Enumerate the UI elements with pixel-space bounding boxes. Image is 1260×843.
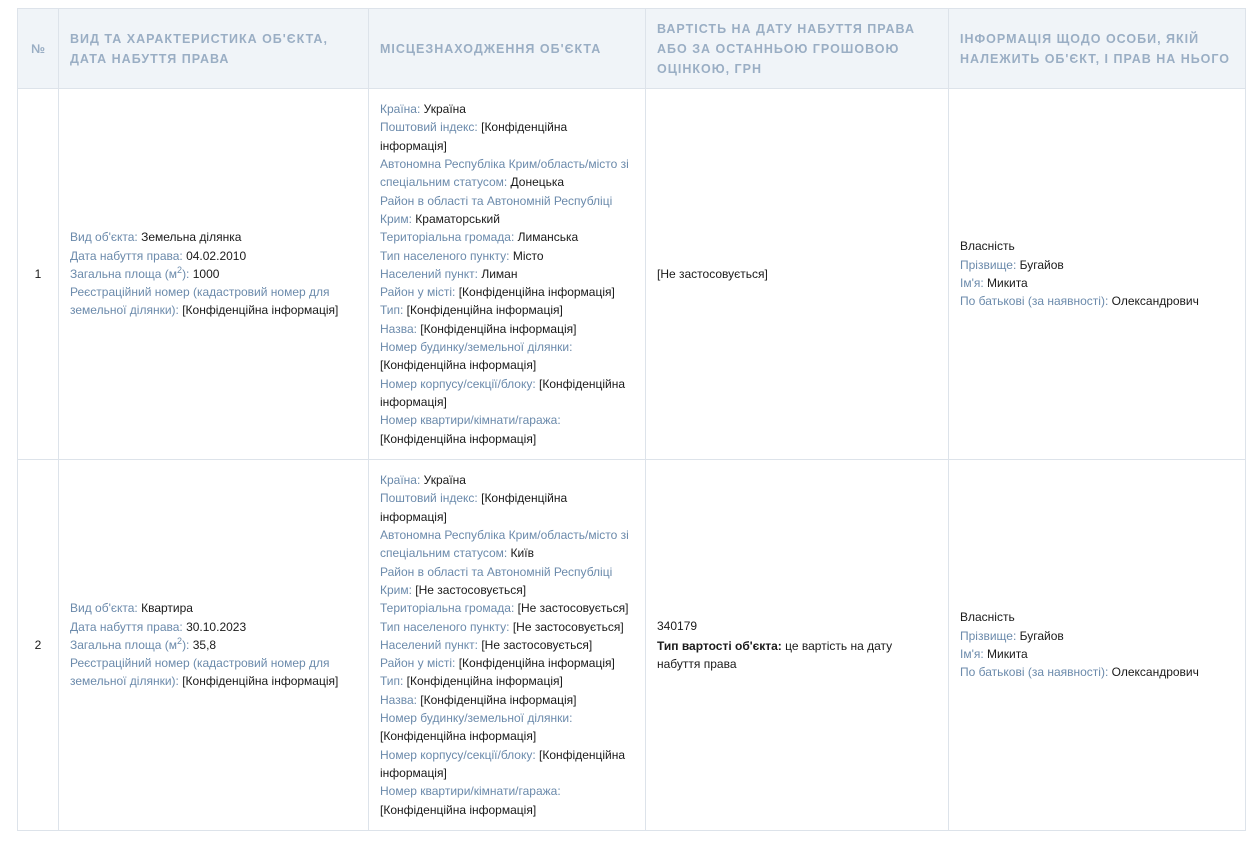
house-label: Номер будинку/земельної ділянки: <box>380 711 573 726</box>
patronymic-value: Олександрович <box>1111 294 1199 309</box>
street-name-label: Назва: <box>380 692 421 707</box>
registration-number-value: [Конфіденційна інформація] <box>182 674 339 689</box>
patronymic-value: Олександрович <box>1111 665 1199 680</box>
object-type-value: Квартира <box>141 601 193 616</box>
postal-label: Поштовий індекс: <box>380 120 482 135</box>
patronymic-label: По батькові (за наявності): <box>960 665 1112 680</box>
postal-label: Поштовий індекс: <box>380 491 482 506</box>
right-type: Власність <box>960 610 1015 625</box>
location-cell <box>369 89 646 460</box>
house-value: [Конфіденційна інформація] <box>380 358 537 373</box>
registration-number-value: [Конфіденційна інформація] <box>182 303 339 318</box>
building-value: [Конфіденційна інформація] <box>380 376 626 409</box>
object-type-label: Вид об'єкта: <box>70 230 142 245</box>
street-type-value: [Конфіденційна інформація] <box>406 674 563 689</box>
settlement-value: Лиман <box>481 266 518 281</box>
object-type-label: Вид об'єкта: <box>70 601 142 616</box>
table-row <box>18 460 1246 831</box>
community-label: Територіальна громада: <box>380 230 518 245</box>
city-district-value: [Конфіденційна інформація] <box>458 656 615 671</box>
country-value: Україна <box>423 473 466 488</box>
name-value: Микита <box>987 276 1028 290</box>
country-label: Країна: <box>380 473 424 488</box>
street-name-label: Назва: <box>380 321 421 336</box>
owner-cell <box>949 89 1246 460</box>
country-label: Країна: <box>380 102 424 117</box>
apartment-label: Номер квартири/кімнати/гаража: <box>380 413 561 428</box>
city-district-label: Район у місті: <box>380 656 459 671</box>
city-district-value: [Конфіденційна інформація] <box>458 285 615 300</box>
name-value: Микита <box>987 647 1028 661</box>
header-number: № <box>18 9 59 89</box>
district-label: Район в області та Автономній Республіці Крим: <box>380 193 613 226</box>
district-value: [Не застосовується] <box>415 582 527 597</box>
name-label: Ім'я: <box>960 647 988 661</box>
location-cell <box>369 460 646 831</box>
object-type-value: Земельна ділянка <box>141 230 242 245</box>
settlement-type-label: Тип населеного пункту: <box>380 619 513 634</box>
property-table <box>17 8 1246 831</box>
district-label: Район в області та Автономній Республіці Крим: <box>380 564 613 597</box>
value-type-label: Тип вартості об'єкта: <box>657 638 786 653</box>
house-label: Номер будинку/земельної ділянки: <box>380 340 573 355</box>
object-cell <box>59 89 369 460</box>
settlement-label: Населений пункт: <box>380 637 482 652</box>
acquisition-date-value: 04.02.2010 <box>186 248 247 263</box>
registration-number-label: Реєстраційний номер (кадастровий номер для земельної ділянки): <box>70 285 330 318</box>
patronymic-label: По батькові (за наявності): <box>960 294 1112 309</box>
community-value: Лиманська <box>517 230 579 245</box>
settlement-type-label: Тип населеного пункту: <box>380 248 513 263</box>
city-district-label: Район у місті: <box>380 285 459 300</box>
row-number: 1 <box>18 89 59 460</box>
area-label: Загальна площа $(м^2)$: <box>70 264 193 281</box>
settlement-type-value: Місто <box>512 248 544 263</box>
postal-value: [Конфіденційна інформація] <box>380 120 568 153</box>
postal-value: [Конфіденційна інформація] <box>380 491 568 524</box>
surname-label: Прізвище: <box>960 628 1020 643</box>
building-value: [Конфіденційна інформація] <box>380 747 626 780</box>
country-value: Україна <box>423 102 466 117</box>
name-label: Ім'я: <box>960 276 988 290</box>
value-amount: 340179 <box>657 618 698 633</box>
value-amount: [Не застосовується] <box>657 266 768 281</box>
building-label: Номер корпусу/секції/блоку: <box>380 376 540 391</box>
surname-value: Бугайов <box>1019 257 1064 272</box>
region-label: Автономна Республіка Крим/область/місто зі спеціальним статусом: <box>380 157 629 190</box>
house-value: [Конфіденційна інформація] <box>380 729 537 744</box>
district-value: Краматорський <box>415 211 500 226</box>
settlement-value: [Не застосовується] <box>481 637 593 652</box>
region-value: Донецька <box>510 175 565 190</box>
header-location: МІСЦЕЗНАХОДЖЕННЯ ОБ'ЄКТА <box>369 9 646 89</box>
region-label: Автономна Республіка Крим/область/місто зі спеціальним статусом: <box>380 528 629 561</box>
row-number: 2 <box>18 460 59 831</box>
region-value: Київ <box>510 546 534 561</box>
acquisition-date-value: 30.10.2023 <box>186 619 247 634</box>
registration-number-label: Реєстраційний номер (кадастровий номер для земельної ділянки): <box>70 656 330 689</box>
header-owner: ІНФОРМАЦІЯ ЩОДО ОСОБИ, ЯКІЙ НАЛЕЖИТЬ ОБ'ЄКТ, І ПРАВ НА НЬОГО <box>949 9 1246 89</box>
table-row <box>18 89 1246 460</box>
table-header-row <box>18 9 1246 89</box>
area-value: 1000 <box>192 266 220 281</box>
settlement-type-value: [Не застосовується] <box>512 619 624 634</box>
acquisition-date-label: Дата набуття права: <box>70 248 187 263</box>
surname-value: Бугайов <box>1019 628 1064 643</box>
area-label: Загальна площа $(м^2)$: <box>70 635 193 652</box>
settlement-label: Населений пункт: <box>380 266 482 281</box>
street-type-label: Тип: <box>380 674 407 689</box>
community-label: Територіальна громада: <box>380 601 518 616</box>
surname-label: Прізвище: <box>960 257 1020 272</box>
street-name-value: [Конфіденційна інформація] <box>420 692 577 707</box>
right-type: Власність <box>960 239 1015 254</box>
property-table-container <box>17 8 1245 831</box>
value-cell <box>646 460 949 831</box>
owner-cell <box>949 460 1246 831</box>
street-type-value: [Конфіденційна інформація] <box>406 303 563 318</box>
object-cell <box>59 460 369 831</box>
header-object: ВИД ТА ХАРАКТЕРИСТИКА ОБ'ЄКТА, ДАТА НАБУТТЯ ПРАВА <box>59 9 369 89</box>
value-cell <box>646 89 949 460</box>
value-type-value: це вартість на дату набуття права <box>657 638 893 672</box>
street-type-label: Тип: <box>380 303 407 318</box>
community-value: [Не застосовується] <box>517 601 629 616</box>
apartment-value: [Конфіденційна інформація] <box>380 802 537 817</box>
apartment-label: Номер квартири/кімнати/гаража: <box>380 784 561 799</box>
street-name-value: [Конфіденційна інформація] <box>420 321 577 336</box>
header-value: ВАРТІСТЬ НА ДАТУ НАБУТТЯ ПРАВА АБО ЗА ОСТАННЬОЮ ГРОШОВОЮ ОЦІНКОЮ, ГРН <box>646 9 949 89</box>
area-value: 35,8 <box>192 637 217 652</box>
apartment-value: [Конфіденційна інформація] <box>380 431 537 446</box>
acquisition-date-label: Дата набуття права: <box>70 619 187 634</box>
building-label: Номер корпусу/секції/блоку: <box>380 747 540 762</box>
